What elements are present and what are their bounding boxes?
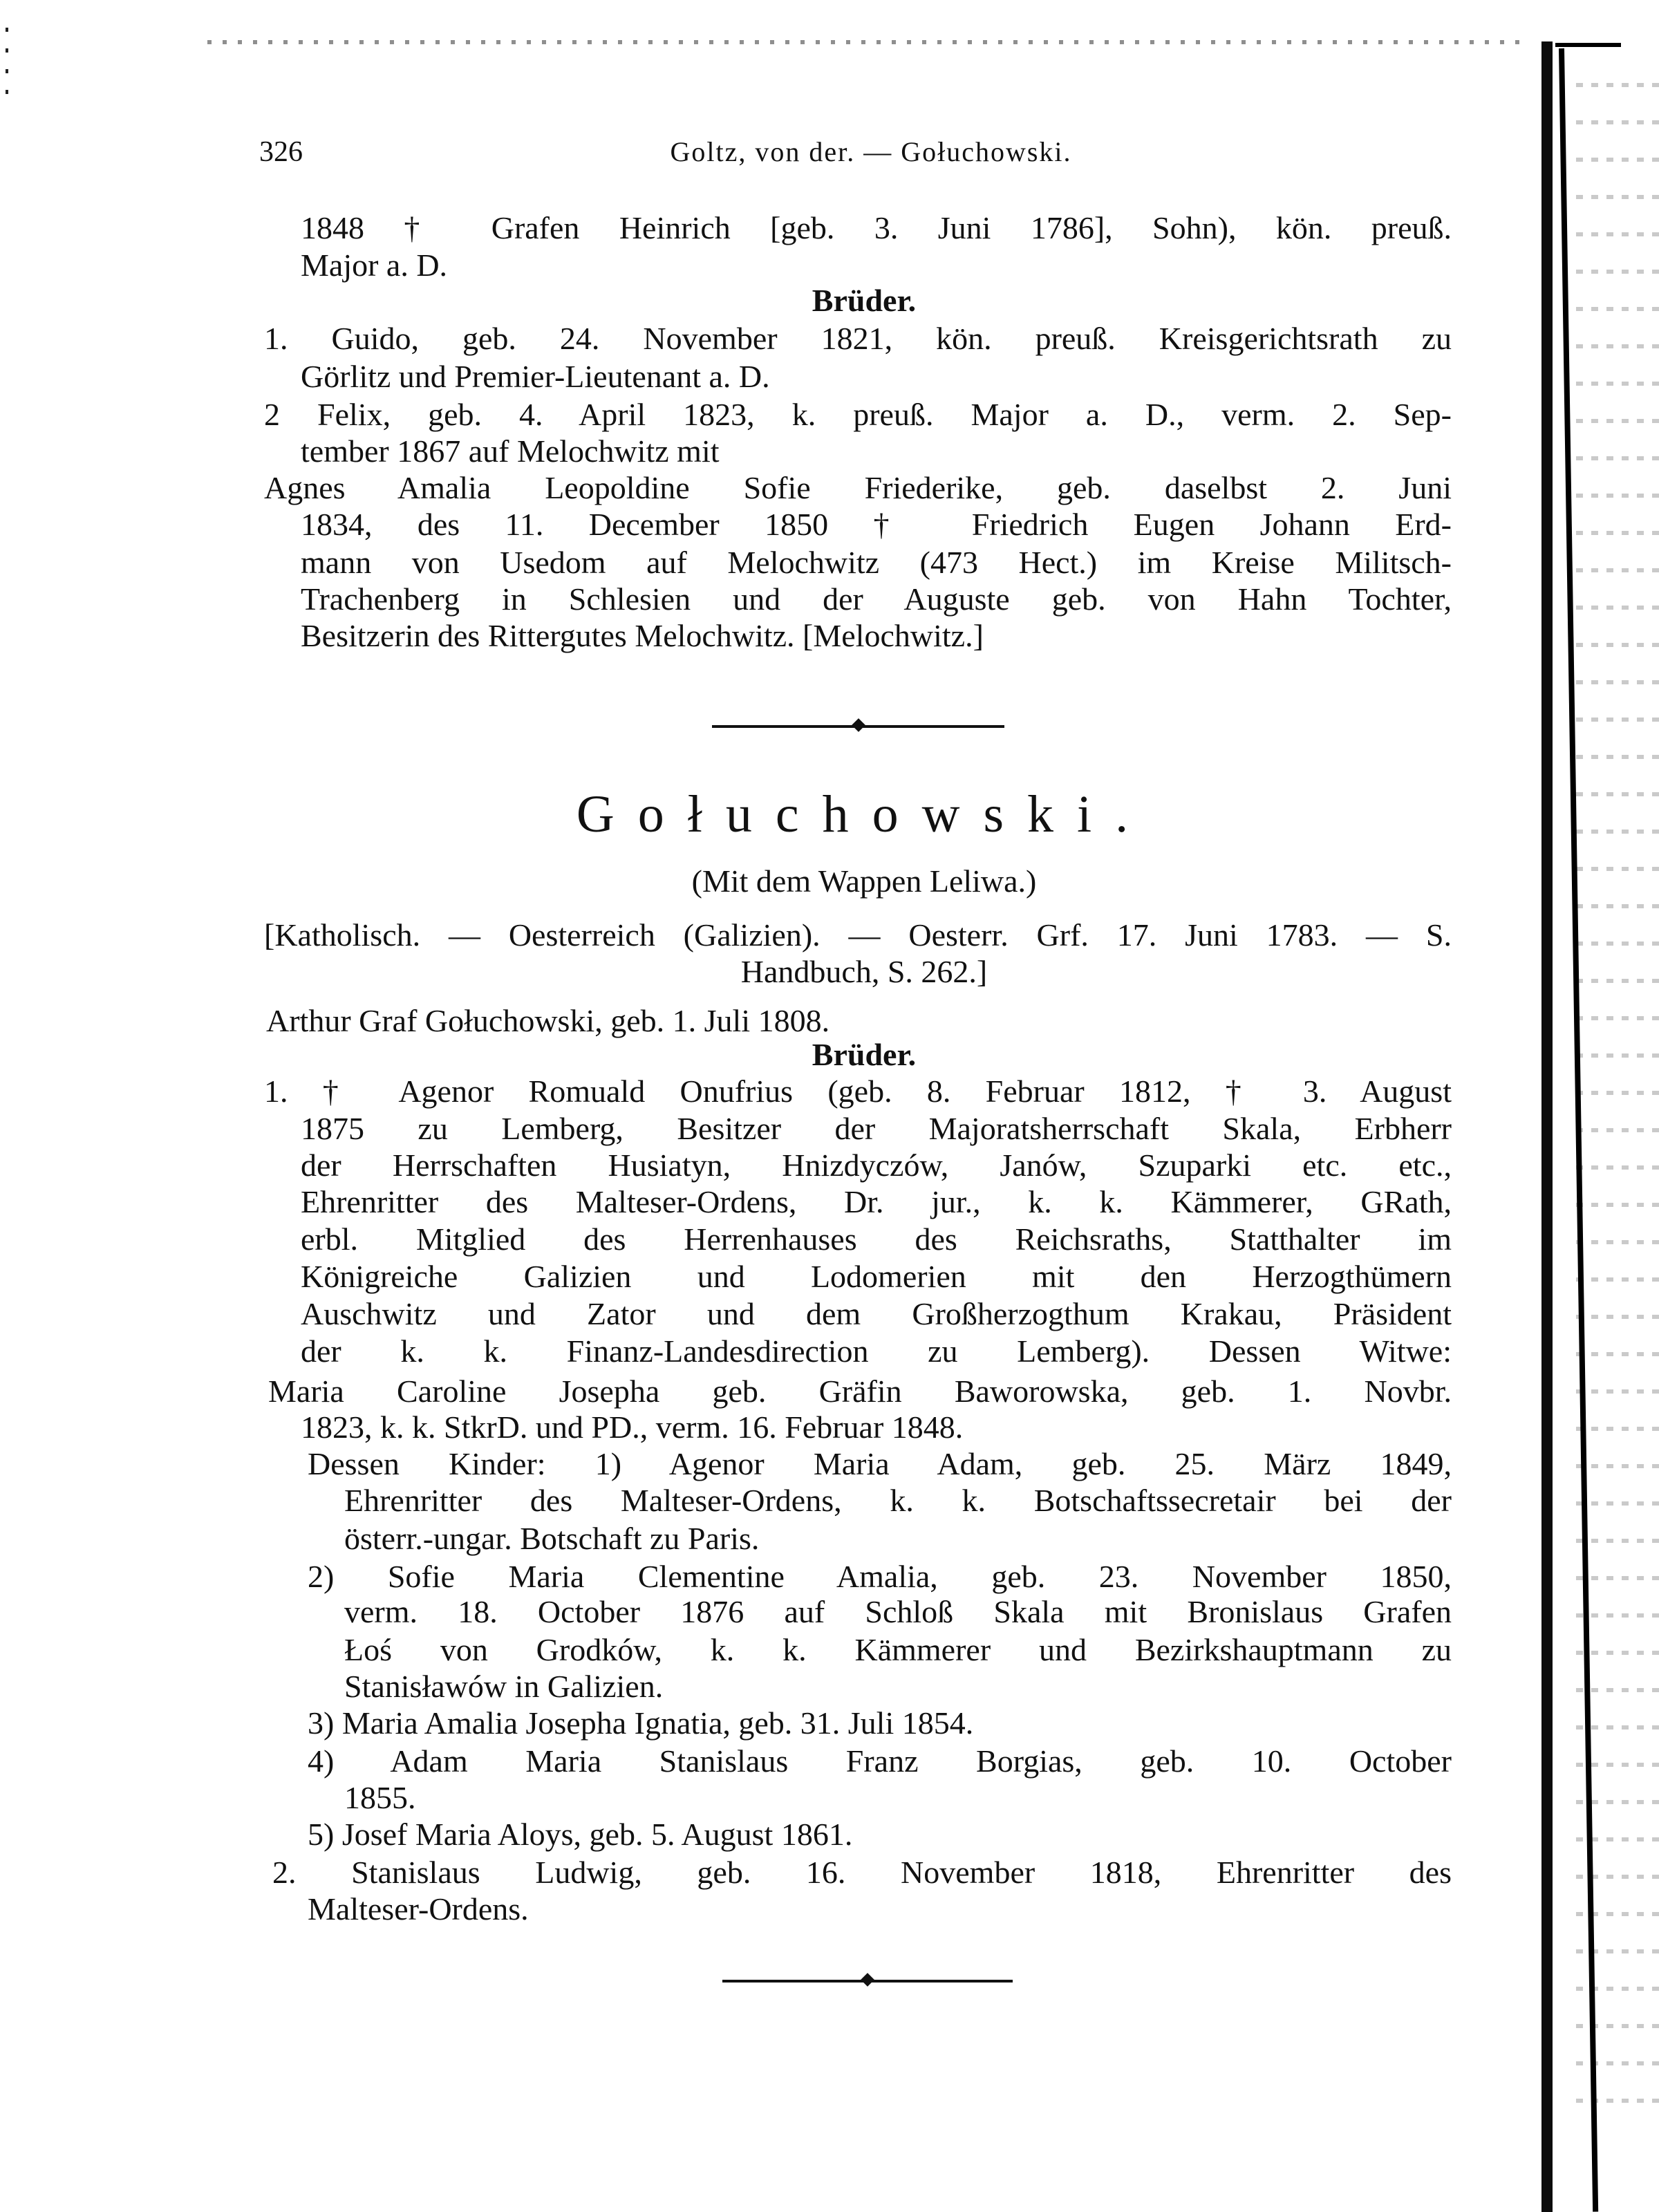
text-line: tember 1867 auf Melochwitz mit [301, 433, 720, 469]
page-number: 326 [259, 136, 303, 168]
text-line: Ehrenritter des Malteser-Ordens, k. k. Botschaftssecretair bei der [344, 1483, 1452, 1518]
subheading-brueder: Brüder. [812, 1037, 917, 1072]
family-title: Gołuchowski. [576, 785, 1152, 843]
entry-guido: 1. Guido, geb. 24. November 1821, kön. preuß. Kreisgerichtsrath zu [264, 321, 1452, 356]
text-line: 1875 zu Lemberg, Besitzer der Majoratsherrschaft Skala, Erbherr [301, 1111, 1452, 1146]
book-gutter-shadow [1541, 41, 1553, 2212]
entry-felix: 2 Felix, geb. 4. April 1823, k. preuß. Major a. D., verm. 2. Sep- [264, 397, 1452, 432]
family-info: [Katholisch. — Oesterreich (Galizien). — Oesterr. Grf. 17. Juni 1783. — S. [264, 917, 1452, 953]
entry-child-2: 2) Sofie Maria Clementine Amalia, geb. 23. November 1850, [308, 1559, 1452, 1594]
text-line: Łoś von Grodków, k. k. Kämmerer und Bezirkshauptmann zu [344, 1632, 1452, 1667]
entry-children: Dessen Kinder: 1) Agenor Maria Adam, geb. 25. März 1849, [308, 1446, 1452, 1481]
text-line: Auschwitz und Zator und dem Großherzogthum Krakau, Präsident [301, 1296, 1452, 1331]
text-line: 1834, des 11. December 1850 † Friedrich Eugen Johann Erd- [301, 507, 1452, 542]
text-line: 1848 † Grafen Heinrich [geb. 3. Juni 1786], Sohn), kön. preuß. [301, 210, 1452, 245]
head-of-family: Arthur Graf Gołuchowski, geb. 1. Juli 1808. [266, 1003, 830, 1038]
entry-agnes: Agnes Amalia Leopoldine Sofie Friederike, geb. daselbst 2. Juni [264, 470, 1452, 505]
scan-edge-marks [6, 28, 8, 111]
text-line: mann von Usedom auf Melochwitz (473 Hect.) im Kreise Militsch- [301, 545, 1452, 580]
text-line: 1823, k. k. StkrD. und PD., verm. 16. Februar 1848. [301, 1409, 964, 1445]
facing-page-bleed [1576, 62, 1659, 2136]
end-divider [722, 1980, 1013, 1983]
running-title: Goltz, von der. — Gołuchowski. [670, 136, 1072, 167]
entry-child-4: 4) Adam Maria Stanislaus Franz Borgias, geb. 10. October [308, 1743, 1452, 1779]
text-line: verm. 18. October 1876 auf Schloß Skala mit Bronislaus Grafen [344, 1594, 1452, 1629]
entry-child-3: 3) Maria Amalia Josepha Ignatia, geb. 31. Juli 1854. [308, 1705, 974, 1741]
section-divider [712, 725, 1004, 728]
text-line: Besitzerin des Rittergutes Melochwitz. [Melochwitz.] [301, 618, 984, 653]
text-line: österr.-ungar. Botschaft zu Paris. [344, 1521, 760, 1556]
coat-of-arms-note: (Mit dem Wappen Leliwa.) [691, 863, 1037, 899]
text-line: Trachenberg in Schlesien und der Auguste geb. von Hahn Tochter, [301, 581, 1452, 617]
text-line: erbl. Mitglied des Herrenhauses des Reichsraths, Statthalter im [301, 1221, 1452, 1257]
scan-noise-strip [207, 40, 1521, 44]
text-line: Malteser-Ordens. [308, 1891, 529, 1927]
text-line: Ehrenritter des Malteser-Ordens, Dr. jur., k. k. Kämmerer, GRath, [301, 1184, 1452, 1219]
text-line: der k. k. Finanz-Landesdirection zu Lemberg). Dessen Witwe: [301, 1333, 1452, 1369]
text-line: Königreiche Galizien und Lodomerien mit den Herzogthümern [301, 1259, 1452, 1294]
entry-widow: Maria Caroline Josepha geb. Gräfin Baworowska, geb. 1. Novbr. [268, 1374, 1452, 1409]
text-line: der Herrschaften Husiatyn, Hnizdyczów, Janów, Szuparki etc. etc., [301, 1147, 1452, 1183]
family-info: Handbuch, S. 262.] [740, 954, 988, 989]
entry-stanislaus: 2. Stanislaus Ludwig, geb. 16. November 1818, Ehrenritter des [272, 1855, 1452, 1890]
text-line: Major a. D. [301, 247, 448, 283]
text-line: 1855. [344, 1780, 416, 1815]
entry-agenor: 1. † Agenor Romuald Onufrius (geb. 8. Februar 1812, † 3. August [264, 1074, 1452, 1109]
entry-child-5: 5) Josef Maria Aloys, geb. 5. August 1861. [308, 1817, 853, 1852]
text-line: Stanisławów in Galizien. [344, 1669, 664, 1704]
page-edge-corner [1555, 43, 1621, 47]
text-line: Görlitz und Premier-Lieutenant a. D. [301, 359, 770, 394]
subheading-brueder: Brüder. [812, 283, 917, 318]
